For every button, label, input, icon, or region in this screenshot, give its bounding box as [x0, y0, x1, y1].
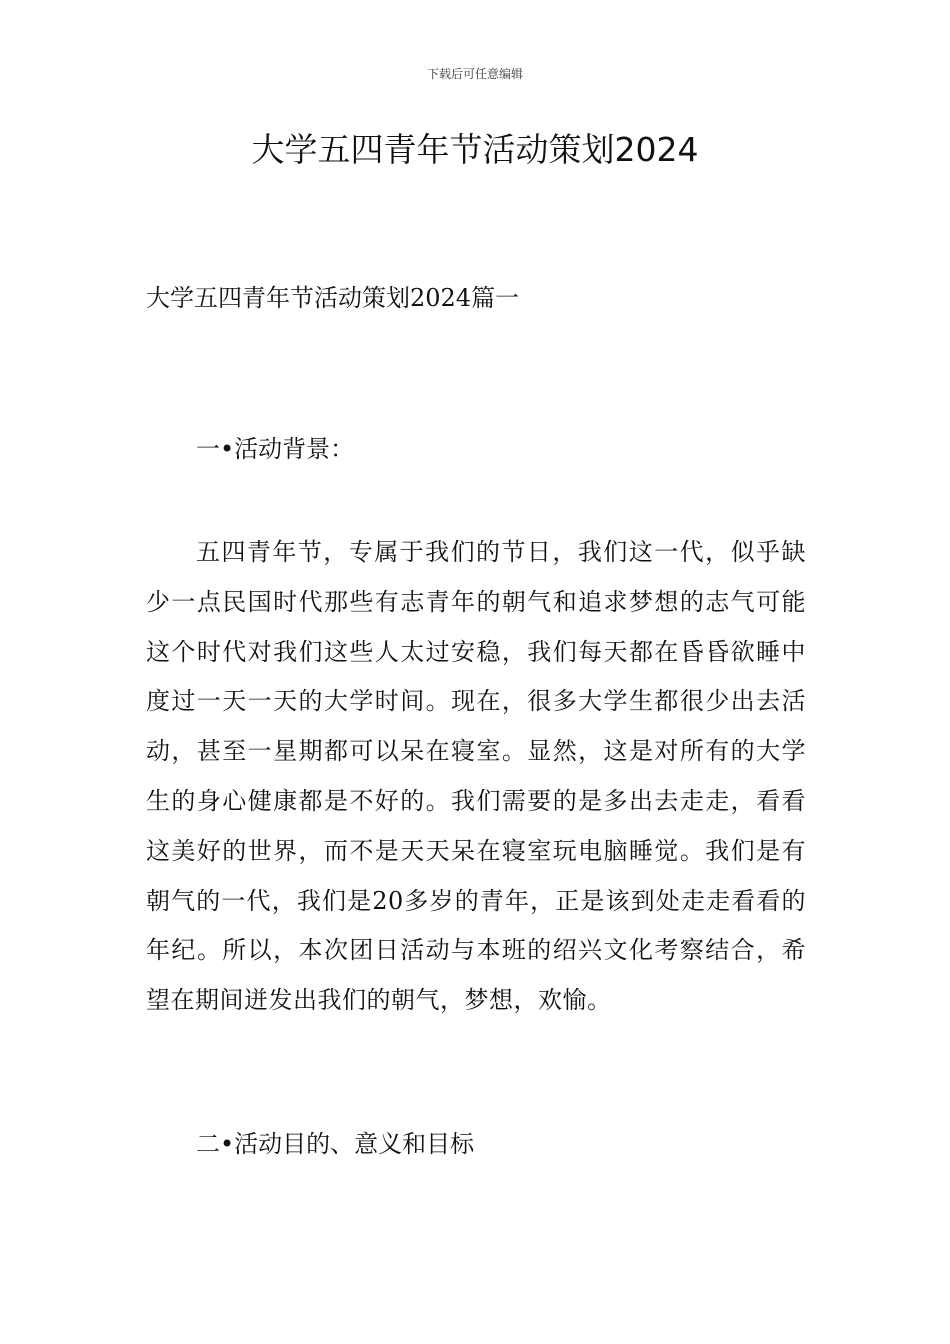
heading-purpose: 二•活动目的、意义和目标 [196, 1130, 475, 1158]
document-title: 大学五四青年节活动策划2024 [251, 130, 699, 169]
section-title: 大学五四青年节活动策划2024篇一 [146, 284, 520, 312]
heading-background: 一•活动背景： [196, 435, 355, 463]
header-note: 下载后可任意编辑 [426, 67, 523, 81]
body-paragraph: 五四青年节，专属于我们的节日，我们这一代，似乎缺少一点民国时代那些有志青年的朝气和追求梦想的志气可能这个时代对我们这些人太过安稳，我们每天都在昏昏欲睡中度过一天一天的大学时间。现在，很多大学生都很少出去活动，甚至一星期都可以呆在寝室。显然，这是对所有的大学生的身心健康都是不好的。我们需要的是多出去走走，看看这美好的世界，而不是天天呆在寝室玩电脑睡觉。我们是有朝气的一代，我们是20多岁的青年，正是该到处走走看看的年纪。所以，本次团日活动与本班的绍兴文化考察结合，希望在期间迸发出我们的朝气，梦想，欢愉。 [146, 538, 806, 1015]
